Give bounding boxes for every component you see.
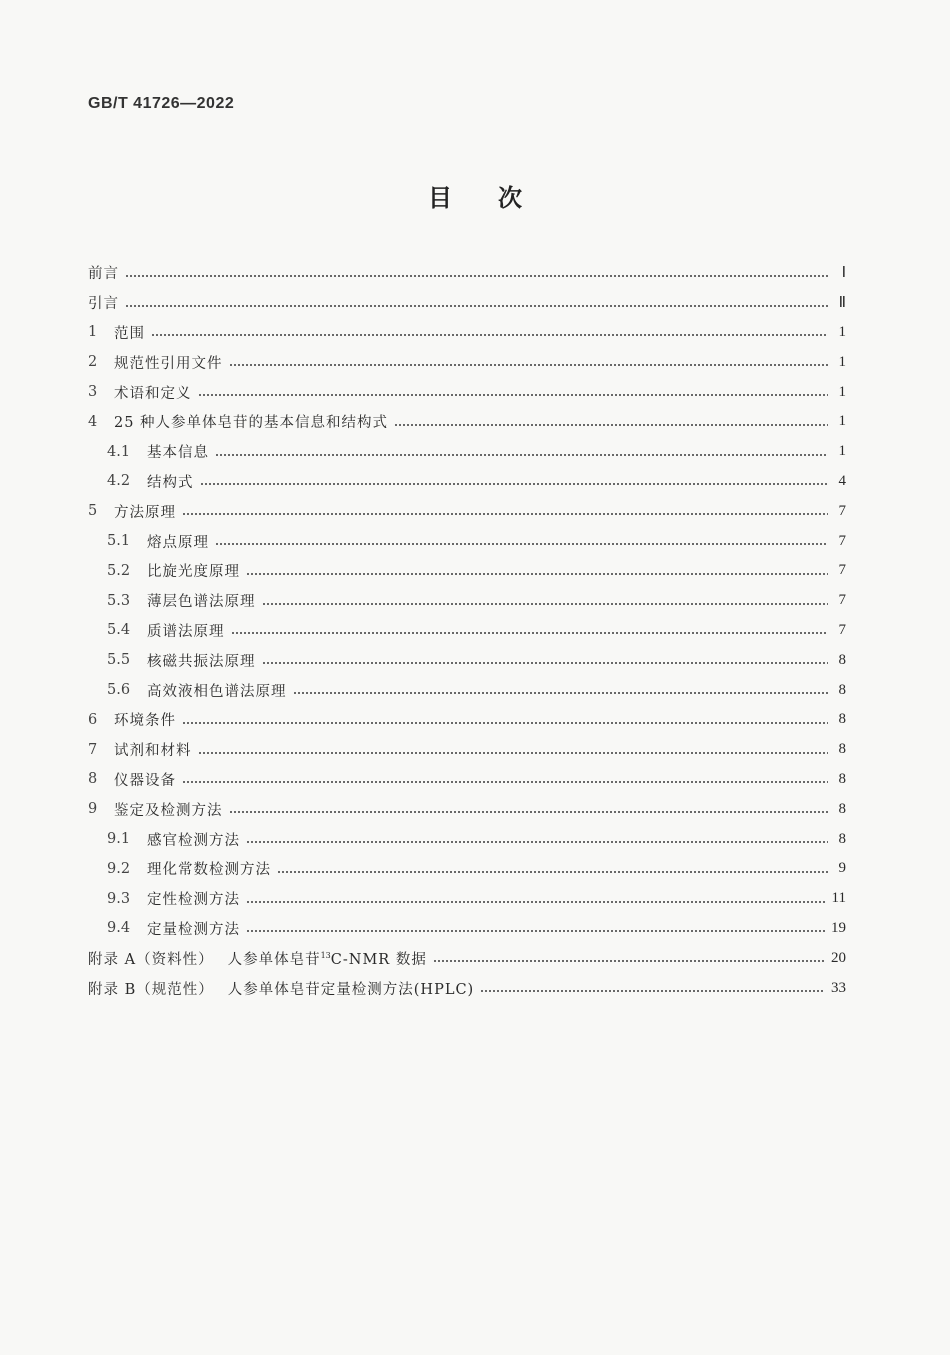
toc-number: 9.4 [107, 920, 131, 937]
dot-leader [151, 325, 828, 339]
dot-leader [293, 683, 829, 697]
toc-label: 前言 [88, 266, 119, 283]
toc-page: 19 [831, 919, 846, 936]
dot-leader [246, 564, 828, 578]
dot-leader [200, 474, 829, 488]
dot-leader [480, 981, 825, 995]
toc-number: 9.3 [107, 890, 131, 907]
toc-number: 7 [88, 741, 98, 758]
toc-entry-2[interactable] [88, 347, 846, 377]
toc-entry-4[interactable] [88, 407, 846, 437]
toc-page: 1 [838, 323, 846, 340]
toc-entry-preface[interactable] [88, 258, 846, 288]
dot-leader [231, 623, 829, 637]
superscript: 13 [320, 950, 331, 960]
dot-leader [229, 355, 829, 369]
toc-number: 6 [88, 711, 98, 728]
dot-leader [198, 743, 829, 757]
toc-label: 范围 [114, 325, 145, 342]
dot-leader [262, 653, 829, 667]
toc-page: 7 [838, 592, 846, 609]
toc-number: 5.1 [107, 533, 131, 550]
toc-label: 试剂和材料 [114, 743, 192, 760]
toc-page: 8 [838, 651, 846, 668]
dot-leader [246, 921, 825, 935]
toc-entry-8[interactable] [88, 765, 846, 795]
dot-leader [277, 862, 828, 876]
dot-leader [125, 266, 828, 280]
toc-entry-appendix-a[interactable] [88, 943, 846, 973]
toc-page: Ⅰ [841, 265, 846, 282]
toc-page: 7 [838, 502, 846, 519]
toc-entry-4-1[interactable] [88, 437, 846, 467]
dot-leader [215, 534, 828, 548]
dot-leader [182, 713, 828, 727]
toc-entry-3[interactable] [88, 377, 846, 407]
toc-page: 1 [838, 413, 846, 430]
toc-page: 8 [838, 711, 846, 728]
toc-entry-9-3[interactable] [88, 884, 846, 914]
toc-label: 熔点原理 [147, 534, 209, 551]
dot-leader [262, 594, 829, 608]
toc-label: 鉴定及检测方法 [114, 802, 223, 819]
toc-page: 8 [838, 800, 846, 817]
toc-number: 4 [88, 413, 98, 430]
page-title: 目次 [428, 184, 568, 212]
toc-page: Ⅱ [838, 295, 846, 312]
toc-label: 环境条件 [114, 713, 176, 730]
toc-number: 5.2 [107, 562, 131, 579]
toc-page: 1 [838, 353, 846, 370]
toc-entry-9-2[interactable] [88, 854, 846, 884]
dot-leader [433, 951, 825, 965]
toc-number: 5.5 [107, 652, 131, 669]
dot-leader [215, 445, 828, 459]
toc-page: 1 [838, 383, 846, 400]
toc-entry-5-4[interactable] [88, 616, 846, 646]
dot-leader [246, 832, 828, 846]
toc-entry-5-2[interactable] [88, 556, 846, 586]
toc-label: 基本信息 [147, 445, 209, 462]
toc-entry-6[interactable] [88, 705, 846, 735]
toc-page: 4 [838, 472, 846, 489]
toc-number: 2 [88, 354, 98, 371]
toc-label: 人参单体皂苷定量检测方法(HPLC) [227, 981, 475, 998]
toc-number: 9.2 [107, 860, 131, 877]
toc-label: 核磁共振法原理 [147, 653, 256, 670]
toc-page: 8 [838, 681, 846, 698]
dot-leader [125, 296, 828, 310]
toc-label: 引言 [88, 296, 119, 313]
toc-entry-5-6[interactable] [88, 675, 846, 705]
appendix-label-post: C-NMR 数据 [330, 951, 427, 968]
toc-label: 定量检测方法 [147, 921, 240, 938]
toc-number: 5 [88, 503, 98, 520]
toc-number: 3 [88, 384, 98, 401]
toc-number: 9.1 [107, 831, 131, 848]
toc-number: 5.3 [107, 592, 131, 609]
toc-number: 8 [88, 771, 98, 788]
toc-label: 高效液相色谱法原理 [147, 683, 287, 700]
dot-leader [182, 772, 828, 786]
dot-leader [198, 385, 829, 399]
toc-entry-1[interactable] [88, 318, 846, 348]
toc-page: 33 [831, 979, 846, 996]
toc-page: 8 [838, 770, 846, 787]
toc-label: 结构式 [147, 474, 194, 491]
toc-page: 1 [838, 443, 846, 460]
dot-leader [182, 504, 828, 518]
appendix-tag: 附录 A（资料性） [88, 951, 214, 968]
toc-page: 7 [838, 562, 846, 579]
toc-number: 1 [88, 324, 98, 341]
toc-number: 4.2 [107, 473, 131, 490]
toc-label: 仪器设备 [114, 772, 176, 789]
toc-entry-9-1[interactable] [88, 824, 846, 854]
toc-number: 9 [88, 801, 98, 818]
appendix-tag: 附录 B（规范性） [88, 981, 214, 998]
toc-page: 9 [838, 860, 846, 877]
toc-entry-5-5[interactable] [88, 645, 846, 675]
toc-label [228, 948, 427, 969]
toc-entry-introduction[interactable] [88, 288, 846, 318]
toc-page: 8 [838, 830, 846, 847]
toc-entry-9-4[interactable] [88, 914, 846, 944]
toc-entry-9[interactable] [88, 794, 846, 824]
toc-label: 定性检测方法 [147, 892, 240, 909]
dot-leader [246, 892, 826, 906]
toc-entry-7[interactable] [88, 735, 846, 765]
toc-page: 7 [838, 532, 846, 549]
dot-leader [394, 415, 828, 429]
dot-leader [229, 802, 829, 816]
standard-number: GB/T 41726—2022 [88, 95, 235, 112]
toc-page: 20 [831, 949, 846, 966]
toc-entry-5-3[interactable] [88, 586, 846, 616]
toc-page: 7 [838, 621, 846, 638]
toc-entry-5[interactable] [88, 496, 846, 526]
toc-number: 5.6 [107, 682, 131, 699]
toc-entry-4-2[interactable] [88, 467, 846, 497]
toc-label: 薄层色谱法原理 [147, 594, 256, 611]
toc-label: 感官检测方法 [147, 832, 240, 849]
toc-page: 8 [838, 741, 846, 758]
table-of-contents [88, 258, 846, 1003]
toc-label: 规范性引用文件 [114, 355, 223, 372]
toc-number: 4.1 [107, 443, 131, 460]
toc-label: 比旋光度原理 [147, 564, 240, 581]
toc-entry-appendix-b[interactable] [88, 973, 846, 1003]
toc-label: 25 种人参单体皂苷的基本信息和结构式 [114, 415, 389, 432]
toc-entry-5-1[interactable] [88, 526, 846, 556]
toc-label: 理化常数检测方法 [147, 862, 271, 879]
appendix-label-pre: 人参单体皂苷 [227, 951, 321, 968]
toc-label: 方法原理 [114, 504, 176, 521]
toc-page: 11 [831, 890, 846, 907]
toc-number: 5.4 [107, 622, 131, 639]
toc-label: 质谱法原理 [147, 623, 225, 640]
toc-label: 术语和定义 [114, 385, 192, 402]
